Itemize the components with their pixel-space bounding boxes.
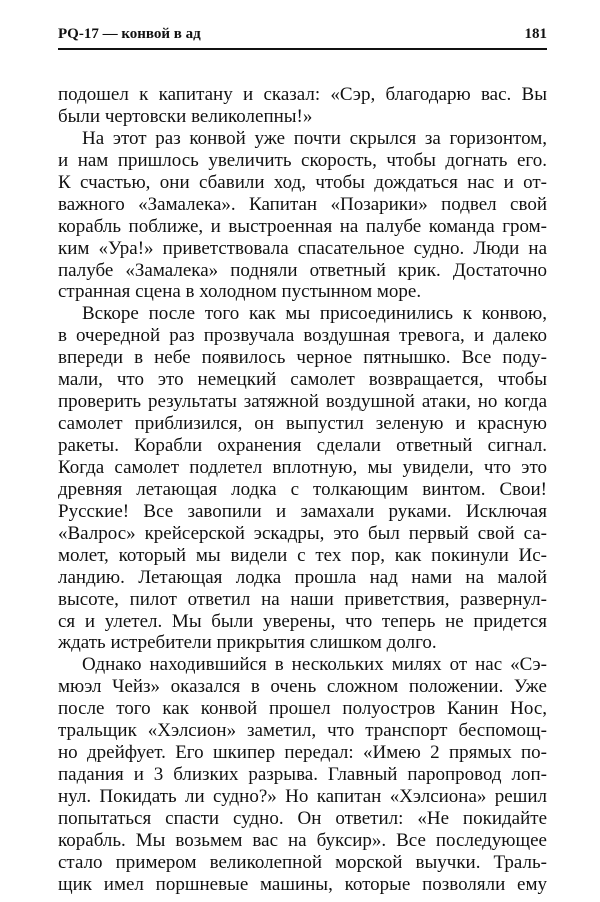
text-line: мали, что это немецкий самолет возвращается, чтобы [58,369,547,391]
paragraph [58,303,547,654]
text-line: древняя летающая лодка с толкающим винтом. Свои! [58,478,547,500]
text-line: ракеты. Корабли охранения сделали ответный сигнал. [58,435,547,456]
text-line: впереди в небе появилось черное пятнышко. Все поду- [58,347,547,369]
text-line: но дрейфует. Его шкипер передал: «Имею 2 прямых по- [58,742,547,764]
text-line: Русские! Все завопили и замахали руками. Исключая [58,500,547,522]
text-line: ждать истребители прикрытия слишком долго. [58,632,437,654]
paragraph [58,128,547,304]
body-text [58,84,547,896]
text-line: молет, который мы видели с тех пор, как покинули Ис- [58,544,547,566]
text-line: самолет приблизился, он выпустил зеленую и красную [58,413,547,435]
text-line: К счастью, они сбавили ход, чтобы дождаться нас и от- [58,171,547,193]
text-line: На этот раз конвой уже почти скрылся за горизонтом, [82,127,547,149]
running-header [58,20,547,50]
text-line: палубе «Замалека» подняли ответный крик. Достаточно [58,259,547,281]
text-line: после того как конвой прошел полуостров Канин Нос, [58,698,547,720]
text-line: нул. Покидать ли судно?» Но капитан «Хэлсиона» решил [58,786,547,807]
text-line: щик имел поршневые машины, которые позволяли ему [58,873,547,895]
paragraph [58,654,547,895]
text-line: падания и 3 близких разрыва. Главный паропровод лоп- [58,764,547,786]
text-line: корабль. Мы возьмем вас на буксир». Все последующее [58,829,547,851]
text-line: в очередной раз прозвучала воздушная тревога, и далеко [58,325,547,347]
text-line: ландию. Летающая лодка прошла над нами на малой [58,566,547,588]
page-number: 181 [524,25,547,42]
text-line: и нам пришлось увеличить скорость, чтобы догнать его. [58,149,547,171]
text-line: были чертовски великолепны!» [58,105,313,127]
text-line: стало примером великолепной морской выучки. Траль- [58,851,547,873]
text-line: тральщик «Хэлсион» заметил, что транспорт беспомощ- [58,720,547,742]
paragraph [58,84,547,128]
text-line: ким «Ура!» приветствовала спасательное судно. Люди на [58,237,547,259]
running-title: PQ-17 — конвой в ад [58,25,201,42]
text-line: проверить результаты затяжной воздушной атаки, но когда [58,391,547,413]
text-line: попытаться спасти судно. Он ответил: «Не покидайте [58,807,547,829]
text-line: подошел к капитану и сказал: «Сэр, благодарю вас. Вы [58,84,547,105]
text-line: ся и улетел. Мы были уверены, что теперь не придется [58,610,547,632]
text-line: высоте, пилот ответил на наши приветствия, развернул- [58,588,547,610]
text-line: Вскоре после того как мы присоединились к конвою, [82,303,547,325]
text-line: мюэл Чейз» оказался в очень сложном положении. Уже [58,676,547,698]
text-line: важного «Замалека». Капитан «Позарики» подвел свой [58,193,547,215]
text-line: Однако находившийся в нескольких милях от нас «Сэ- [82,654,547,676]
text-line: Когда самолет подлетел вплотную, мы увидели, что это [58,456,547,478]
text-line: странная сцена в холодном пустынном море. [58,281,422,303]
text-line: корабль поближе, и выстроенная на палубе команда гром- [58,215,547,237]
text-line: «Валрос» крейсерской эскадры, это был первый свой са- [58,522,547,544]
